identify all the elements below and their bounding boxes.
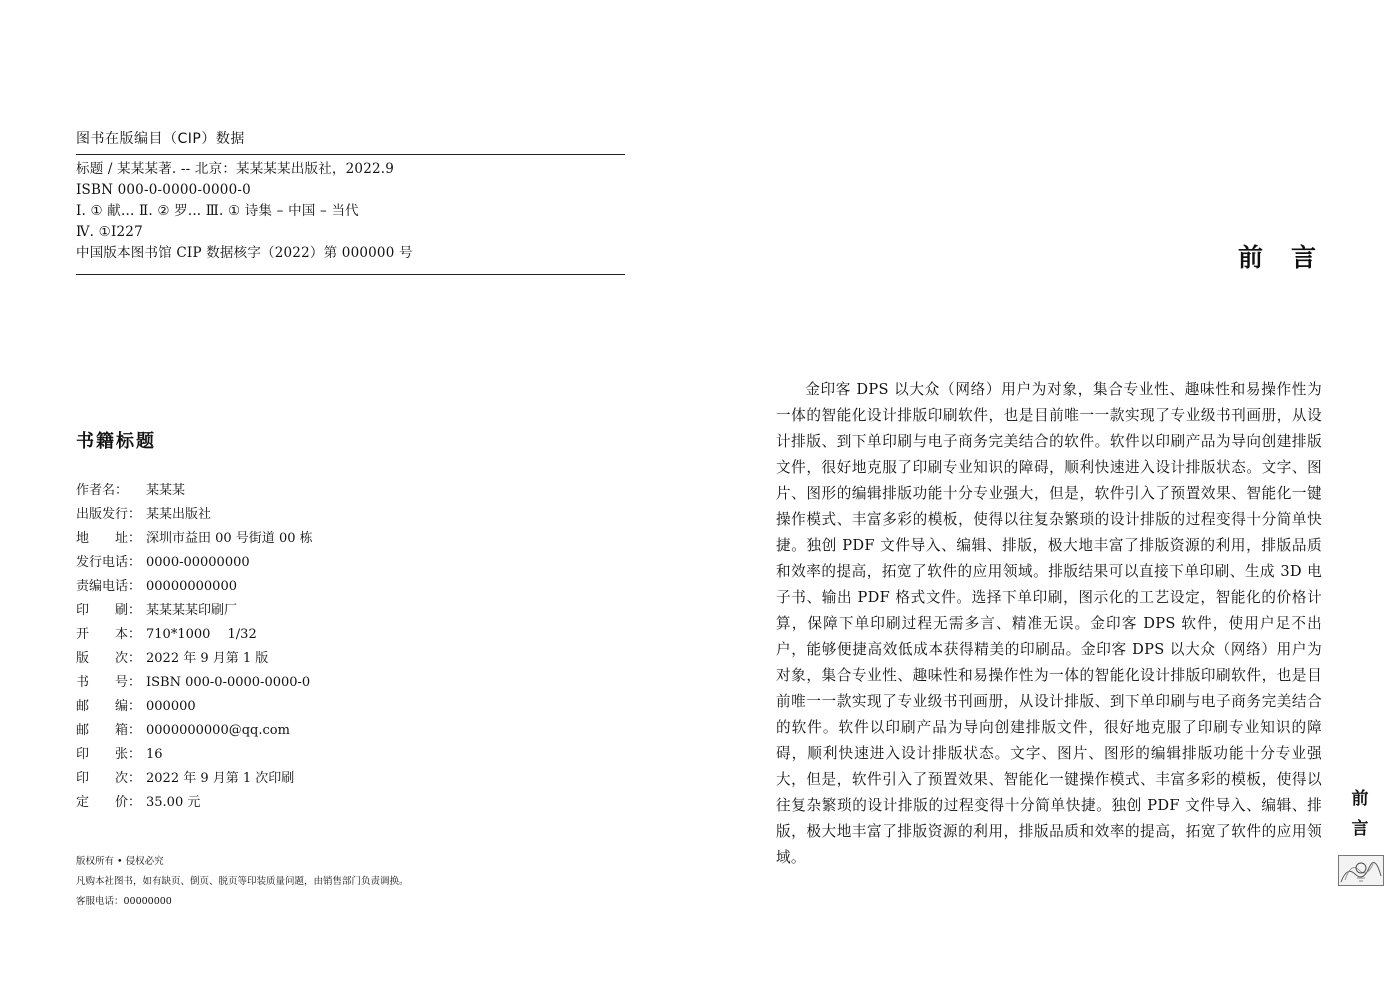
info-value: 0000-00000000 — [146, 555, 250, 570]
cip-line-class-number: Ⅳ. ①I227 — [76, 224, 143, 240]
info-row-impression — [76, 767, 313, 791]
info-row-isbn — [76, 671, 313, 695]
info-value: 2022 年 9 月第 1 版 — [146, 651, 269, 666]
copyright-line: 版权所有 • 侵权必究 — [76, 856, 164, 867]
cip-line-isbn: ISBN 000-0-0000-0000-0 — [76, 182, 251, 198]
info-value: 2022 年 9 月第 1 次印刷 — [146, 771, 295, 786]
info-row-sales-phone — [76, 551, 313, 575]
info-label: 发行电话： — [76, 555, 142, 570]
info-label: 责编电话： — [76, 579, 142, 594]
preface-body: 金印客 DPS 以大众（网络）用户为对象，集合专业性、趣味性和易操作性为一体的智能化设计排版印刷软件，也是目前唯一一款实现了专业级书刊画册，从设计排版、到下单印刷与电子商务完美结合的软件。软件以印刷产品为导向创建排版文件，很好地克服了印刷专业知识的障碍，顺利快速进入设计排版状态。文字、图片、图形的编辑排版功能十分专业强大，但是，软件引入了预置效果、智能化一键操作模式、丰富多彩的模板，使得以往复杂繁琐的设计排版的过程变得十分简单快捷。独创 PDF 文件导入、编辑、排版，极大地丰富了排版资源的利用，排版品质和效率的提高，拓宽了软件的应用领域。排版结果可以直接下单印刷、生成 3D 电子书、输出 PDF 格式文件。选择下单印刷，图示化的工艺设定，智能化的价格计算，保障下单印刷过程无需多言、精准无误。金印客 DPS 软件，使用户足不出户，能够便捷高效低成本获得精美的印刷品。金印客 DPS 以大众（网络）用户为对象，集合专业性、趣味性和易操作性为一体的智能化设计排版印刷软件，也是目前唯一一款实现了专业级书刊画册，从设计排版、到下单印刷与电子商务完美结合的软件。软件以印刷产品为导向创建排版文件，很好地克服了印刷专业知识的障碍，顺利快速进入设计排版状态。文字、图片、图形的编辑排版功能十分专业强大，但是，软件引入了预置效果、智能化一键操作模式、丰富多彩的模板，使得以往复杂繁琐的设计排版的过程变得十分简单快捷。独创 PDF 文件导入、编辑、排版，极大地丰富了排版资源的利用，排版品质和效率的提高，拓宽了软件的应用领域。 — [776, 381, 1322, 866]
info-value: 710*1000 1/32 — [146, 627, 257, 642]
side-tab-char: 言 — [1351, 819, 1369, 839]
info-label: 开 本： — [76, 627, 142, 642]
info-row-edition — [76, 647, 313, 671]
info-label: 地 址： — [76, 531, 142, 546]
info-row-editor-phone — [76, 575, 313, 599]
info-value: ISBN 000-0-0000-0000-0 — [146, 675, 311, 690]
info-label: 邮 编： — [76, 699, 142, 714]
info-row-sheets — [76, 743, 313, 767]
book-title: 书籍标题 — [76, 431, 156, 452]
info-label: 出版发行： — [76, 507, 142, 522]
info-label: 印 刷： — [76, 603, 142, 618]
preface-title: 前言 — [1238, 243, 1345, 272]
side-tab-char: 前 — [1351, 789, 1369, 809]
info-label: 印 次： — [76, 771, 142, 786]
info-value: 某某某某印刷厂 — [146, 603, 238, 618]
info-value: 某某某 — [146, 483, 186, 498]
copyright-notice — [76, 852, 409, 912]
info-value: 00000000000 — [146, 579, 237, 594]
info-label: 定 价： — [76, 795, 142, 810]
info-row-author — [76, 479, 313, 503]
side-tab-label — [1349, 784, 1371, 844]
info-row-publisher — [76, 503, 313, 527]
service-phone-line: 客服电话：00000000 — [76, 896, 172, 907]
info-row-address — [76, 527, 313, 551]
info-row-email — [76, 719, 313, 743]
cip-top-rule — [76, 154, 625, 155]
info-value: 某某出版社 — [146, 507, 212, 522]
info-label: 版 次： — [76, 651, 142, 666]
info-row-postcode — [76, 695, 313, 719]
info-row-printer — [76, 599, 313, 623]
info-value: 0000000000@qq.com — [146, 723, 290, 738]
cip-line-classification: Ⅰ. ① 献... Ⅱ. ② 罗... Ⅲ. ① 诗集 – 中国 – 当代 — [76, 203, 359, 219]
cip-bottom-rule — [76, 274, 625, 275]
info-row-format — [76, 623, 313, 647]
info-label: 邮 箱： — [76, 723, 142, 738]
quality-notice-line: 凡购本社图书，如有缺页、倒页、脱页等印装质量问题，由销售部门负责调换。 — [76, 876, 409, 887]
decorative-illustration-icon — [1338, 855, 1384, 886]
cip-heading: 图书在版编目（CIP）数据 — [76, 131, 245, 147]
info-label: 作者名： — [76, 483, 129, 498]
info-value: 35.00 元 — [146, 795, 201, 810]
info-value: 16 — [146, 747, 163, 762]
info-value: 深圳市益田 00 号街道 00 栋 — [146, 531, 313, 546]
info-value: 000000 — [146, 699, 196, 714]
cip-line-title: 标题 / 某某某著. -- 北京：某某某某出版社，2022.9 — [76, 161, 395, 177]
info-label: 书 号： — [76, 675, 142, 690]
cip-line-record-number: 中国版本图书馆 CIP 数据核字（2022）第 000000 号 — [76, 245, 413, 261]
publication-info-list — [76, 479, 313, 815]
info-label: 印 张： — [76, 747, 142, 762]
info-row-price — [76, 791, 313, 815]
